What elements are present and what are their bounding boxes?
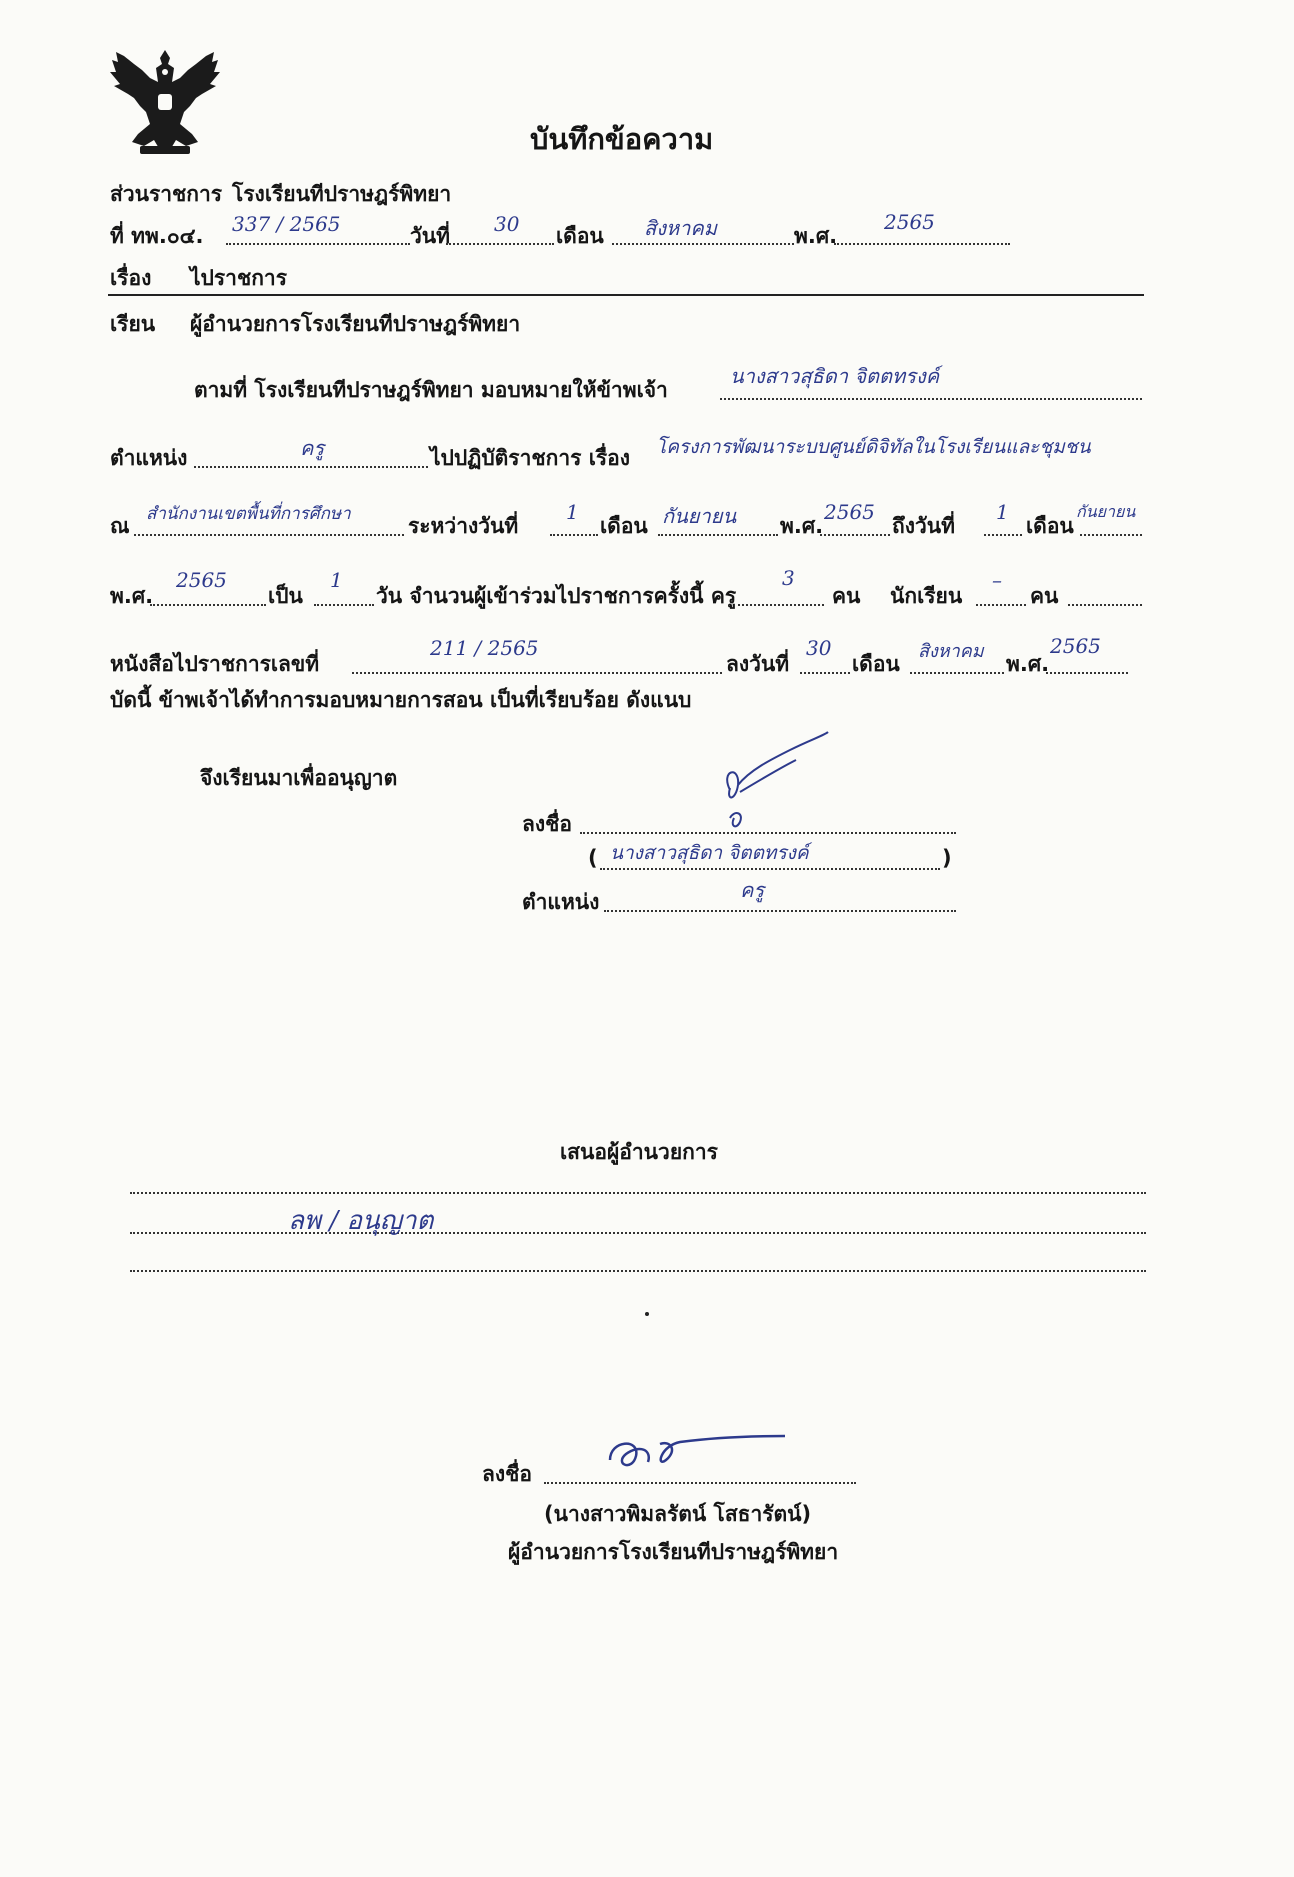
- director-signature-icon: [600, 1420, 800, 1480]
- signed-year-dotline: [1046, 672, 1128, 674]
- month-label: เดือน: [556, 224, 604, 248]
- salutation-label: เรียน: [110, 312, 156, 336]
- signed-day: 30: [806, 636, 832, 660]
- signed-date-label: ลงวันที่: [726, 652, 790, 676]
- ref-dotline: [226, 243, 410, 245]
- from-month-label: เดือน: [600, 514, 648, 538]
- at-value: สำนักงานเขตพื้นที่การศึกษา: [146, 504, 351, 524]
- permit-number: 211 / 2565: [430, 636, 539, 660]
- agency-label: ส่วนราชการ: [110, 182, 223, 206]
- memo-title: บันทึกข้อความ: [530, 122, 714, 156]
- to-day-dotline: [984, 534, 1022, 536]
- ink-dot: [645, 1312, 649, 1316]
- duty-value: โครงการพัฒนาระบบศูนย์ดิจิทัลในโรงเรียนและชุมชน: [656, 436, 1091, 458]
- proposal-heading: เสนอผู้อำนวยการ: [560, 1140, 718, 1164]
- position-dotline: [194, 466, 428, 468]
- total-label: เป็น: [268, 584, 303, 608]
- participants-label: วัน จำนวนผู้เข้าร่วมไปราชการครั้งนี้ ครู: [376, 584, 737, 608]
- requester-name: นางสาวสุธิดา จิตตทรงค์: [610, 842, 809, 864]
- ref-number: 337 / 2565: [232, 212, 341, 236]
- request-text: จึงเรียนมาเพื่ออนุญาต: [200, 766, 398, 790]
- month-value: สิงหาคม: [644, 216, 717, 240]
- between-label: ระหว่างวันที่: [408, 514, 519, 538]
- duty-label: ไปปฏิบัติราชการ เรื่อง: [430, 446, 631, 470]
- signed-year: 2565: [1050, 634, 1101, 658]
- from-year-label: พ.ศ.: [780, 514, 824, 538]
- director-title: ผู้อำนวยการโรงเรียนทีปราษฎร์พิทยา: [508, 1540, 839, 1564]
- subject-value: ไปราชการ: [190, 266, 288, 290]
- person2-dotline: [1068, 604, 1142, 606]
- total-days: 1: [330, 568, 343, 592]
- header-divider: [108, 294, 1144, 296]
- requester-open-paren: (: [588, 846, 598, 870]
- director-sign-label: ลงชื่อ: [482, 1462, 532, 1486]
- from-day-dotline: [550, 534, 598, 536]
- garuda-emblem-icon: [100, 42, 230, 157]
- day-value: 30: [494, 212, 520, 236]
- conclusion-text: บัดนี้ ข้าพเจ้าได้ทำการมอบหมายการสอน เป็นที่เรียบร้อย ดังแนบ: [110, 688, 692, 712]
- permit-label: หนังสือไปราชการเลขที่: [110, 652, 320, 676]
- date-label: วันที่: [410, 224, 450, 248]
- from-day: 1: [566, 500, 579, 524]
- requester-sign-dotline: [580, 832, 956, 834]
- teacher-count-dotline: [738, 604, 824, 606]
- from-year: 2565: [824, 500, 875, 524]
- proposal-line-2: [130, 1232, 1146, 1234]
- signed-year-label: พ.ศ.: [1006, 652, 1050, 676]
- permit-dotline: [352, 672, 722, 674]
- agency-value: โรงเรียนทีปราษฎร์พิทยา: [232, 182, 452, 206]
- day-dotline: [446, 243, 554, 245]
- proposal-line-1: [130, 1192, 1146, 1194]
- position-label: ตำแหน่ง: [110, 446, 188, 470]
- year-value: 2565: [884, 210, 935, 234]
- requester-position-value: ครู: [740, 878, 765, 902]
- from-month: กันยายน: [662, 504, 737, 528]
- student-count: –: [992, 568, 1002, 592]
- year-label: พ.ศ.: [794, 224, 838, 248]
- to-month: กันยายน: [1076, 502, 1136, 521]
- to-month-dotline: [1080, 534, 1142, 536]
- requester-name-dotline: [600, 868, 940, 870]
- signed-month-dotline: [910, 672, 1004, 674]
- at-dotline: [134, 534, 404, 536]
- to-year-dotline: [150, 604, 266, 606]
- to-day: 1: [996, 500, 1009, 524]
- person-label: คน: [832, 584, 861, 608]
- to-month-label: เดือน: [1026, 514, 1074, 538]
- to-year: 2565: [176, 568, 227, 592]
- signed-month: สิงหาคม: [918, 641, 984, 662]
- to-year-label: พ.ศ.: [110, 584, 154, 608]
- signed-day-dotline: [800, 672, 850, 674]
- teacher-count: 3: [782, 566, 795, 590]
- body-line1-prefix: ตามที่ โรงเรียนทีปราษฎร์พิทยา มอบหมายให้ข้าพเจ้า: [194, 378, 668, 402]
- student-label: นักเรียน: [890, 584, 963, 608]
- total-dotline: [314, 604, 374, 606]
- assignee-dotline: [720, 398, 1142, 400]
- requester-signature-icon: [700, 730, 840, 840]
- assignee-name: นางสาวสุธิดา จิตตทรงค์: [730, 364, 940, 388]
- requester-position-dotline: [604, 910, 956, 912]
- position-value: ครู: [300, 436, 325, 460]
- requester-position-label: ตำแหน่ง: [522, 890, 600, 914]
- to-label: ถึงวันที่: [892, 514, 955, 538]
- salutation-to: ผู้อำนวยการโรงเรียนทีปราษฎร์พิทยา: [190, 312, 521, 336]
- director-sign-dotline: [544, 1482, 856, 1484]
- year-dotline: [834, 243, 1010, 245]
- proposal-note: ลพ / อนุญาต: [288, 1206, 434, 1236]
- person-label-2: คน: [1030, 584, 1059, 608]
- proposal-line-3: [130, 1270, 1146, 1272]
- subject-label: เรื่อง: [110, 266, 152, 290]
- at-label: ณ: [110, 514, 130, 538]
- student-count-dotline: [976, 604, 1026, 606]
- requester-sign-label: ลงชื่อ: [522, 812, 572, 836]
- from-month-dotline: [658, 534, 778, 536]
- from-year-dotline: [820, 534, 890, 536]
- director-name: (นางสาวพิมลรัตน์ โสธารัตน์): [544, 1502, 812, 1526]
- signed-month-label: เดือน: [852, 652, 900, 676]
- requester-close-paren: ): [942, 846, 952, 870]
- ref-label: ที่ ทพ.๐๔.: [110, 224, 204, 248]
